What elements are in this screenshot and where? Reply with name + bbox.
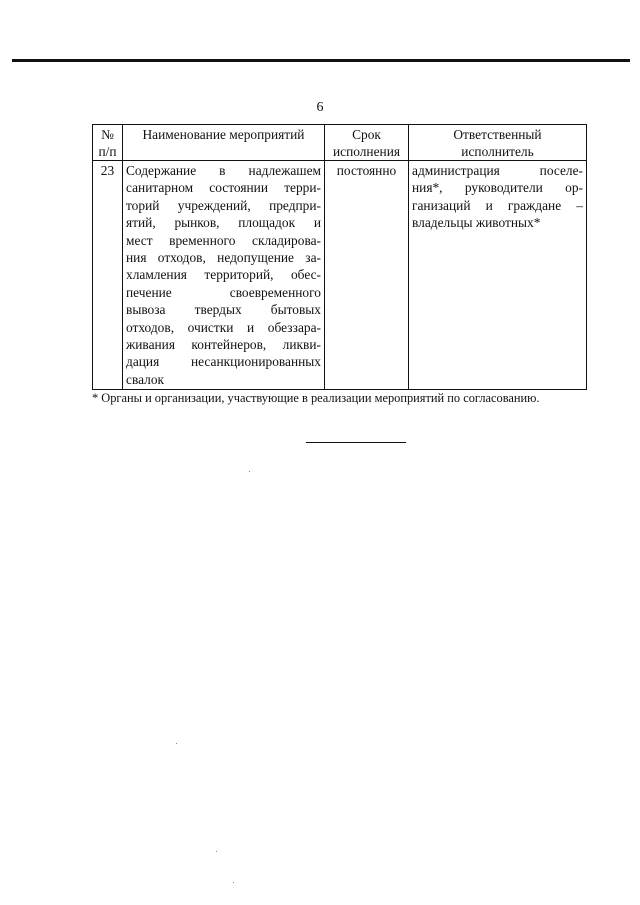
scan-speck [216, 851, 217, 852]
name-line: Содержание в надлежашем [126, 163, 321, 178]
name-line: отходов, очистки и обеззара- [126, 319, 321, 335]
table-header [93, 125, 587, 161]
responsible-line: ганизаций и граждане – [412, 197, 583, 213]
header-number-line: № [101, 127, 114, 142]
header-term-line: исполнения [332, 144, 401, 159]
header-number-line: п/п [98, 144, 117, 159]
name-line: дация несанкционированных [126, 354, 321, 370]
header-responsible [409, 125, 587, 161]
row-name-cell [123, 161, 325, 390]
table-row [93, 161, 587, 390]
name-line: вывоза твердых бытовых [126, 302, 321, 318]
name-line-last: свалок [126, 371, 165, 387]
responsible-line: администрация поселе- [412, 163, 583, 178]
header-number [93, 125, 123, 161]
footnote: * Органы и организации, участвующие в реализации мероприятий по согласованию. [92, 391, 540, 405]
header-name [123, 125, 325, 161]
header-responsible-line: исполнитель [461, 144, 534, 159]
header-responsible-line: Ответственный [453, 127, 542, 142]
scan-speck [233, 882, 234, 883]
end-rule [306, 442, 406, 443]
name-line: ятий, рынков, площадок и [126, 215, 321, 231]
responsible-line: ния*, руководители ор- [412, 180, 583, 196]
header-term-line: Срок [352, 127, 381, 142]
header-row [93, 125, 587, 161]
scan-speck [249, 471, 250, 472]
name-line: хламления территорий, обес- [126, 267, 321, 283]
row-number-cell [93, 161, 123, 390]
header-name-line: Наименование мероприятий [142, 127, 305, 142]
row-responsible-cell [409, 161, 587, 390]
responsible-line-last: владельцы животных* [412, 215, 541, 231]
scan-speck [176, 743, 177, 744]
page-number: 6 [316, 100, 324, 115]
name-line: санитарном состоянии терри- [126, 180, 321, 196]
name-line: мест временного складирова- [126, 232, 321, 248]
measures-table [92, 124, 587, 390]
name-line: печение своевременного [126, 284, 321, 300]
row-term: постоянно [336, 163, 397, 178]
name-line: ния отходов, недопущение за- [126, 250, 321, 266]
row-number: 23 [100, 163, 115, 178]
name-line: живания контейнеров, ликви- [126, 337, 321, 353]
name-line: торий учреждений, предпри- [126, 197, 321, 213]
top-rule [12, 59, 630, 62]
row-term-cell [325, 161, 409, 390]
table-body [93, 161, 587, 390]
header-term [325, 125, 409, 161]
